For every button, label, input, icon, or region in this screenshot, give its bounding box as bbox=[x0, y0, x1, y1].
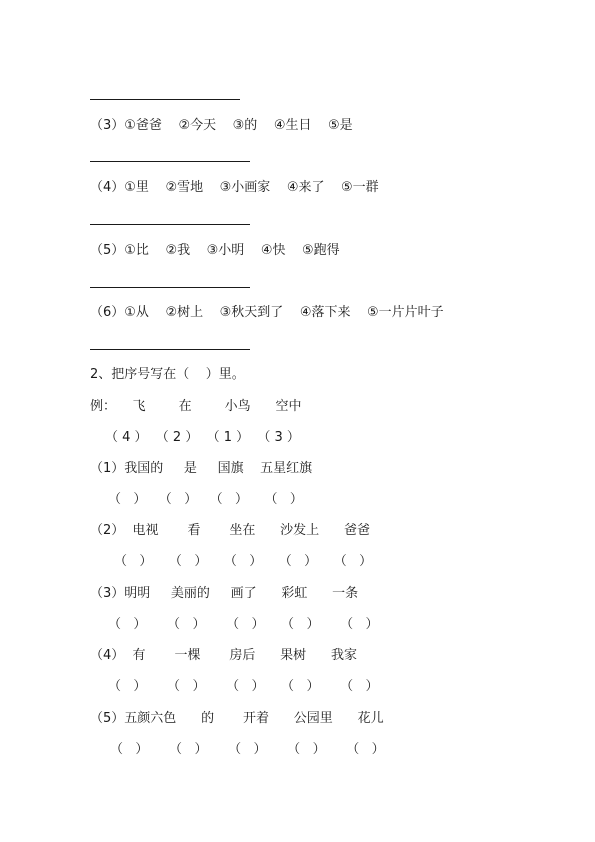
sentence-item-3: （3）①爸爸 ②今天 ③的 ④生日 ⑤是 bbox=[90, 118, 353, 133]
answer-line[interactable] bbox=[90, 224, 250, 225]
order-item-5-words: （5）五颜六色 的 开着 公园里 花儿 bbox=[90, 711, 384, 726]
order-item-2-words: （2） 电视 看 坐在 沙发上 爸爸 bbox=[90, 523, 370, 538]
example-words: 例： 飞 在 小鸟 空中 bbox=[90, 399, 302, 414]
answer-line[interactable] bbox=[90, 349, 250, 350]
sentence-item-4: （4）①里 ②雪地 ③小画家 ④来了 ⑤一群 bbox=[90, 180, 379, 195]
order-item-5-blanks[interactable]: （ ） （ ） （ ） （ ） （ ） bbox=[110, 742, 385, 757]
answer-line[interactable] bbox=[90, 161, 250, 162]
answer-line[interactable] bbox=[90, 287, 250, 288]
order-item-1-words: （1）我国的 是 国旗 五星红旗 bbox=[90, 461, 313, 476]
order-item-3-words: （3）明明 美丽的 画了 彩虹 一条 bbox=[90, 586, 359, 601]
section-heading: 2、把序号写在（ ）里。 bbox=[90, 367, 245, 382]
answer-line[interactable] bbox=[90, 99, 240, 100]
example-answers: （ 4 ） （ 2 ） （ 1 ） （ 3 ） bbox=[105, 430, 300, 445]
sentence-item-6: （6）①从 ②树上 ③秋天到了 ④落下来 ⑤一片片叶子 bbox=[90, 305, 444, 320]
order-item-1-blanks[interactable]: （ ） （ ） （ ） （ ） bbox=[108, 492, 303, 507]
order-item-2-blanks[interactable]: （ ） （ ） （ ） （ ） （ ） bbox=[114, 554, 373, 569]
sentence-item-5: （5）①比 ②我 ③小明 ④快 ⑤跑得 bbox=[90, 243, 340, 258]
order-item-3-blanks[interactable]: （ ） （ ） （ ） （ ） （ ） bbox=[108, 617, 379, 632]
order-item-4-words: （4） 有 一棵 房后 果树 我家 bbox=[90, 648, 357, 663]
order-item-4-blanks[interactable]: （ ） （ ） （ ） （ ） （ ） bbox=[108, 679, 379, 694]
